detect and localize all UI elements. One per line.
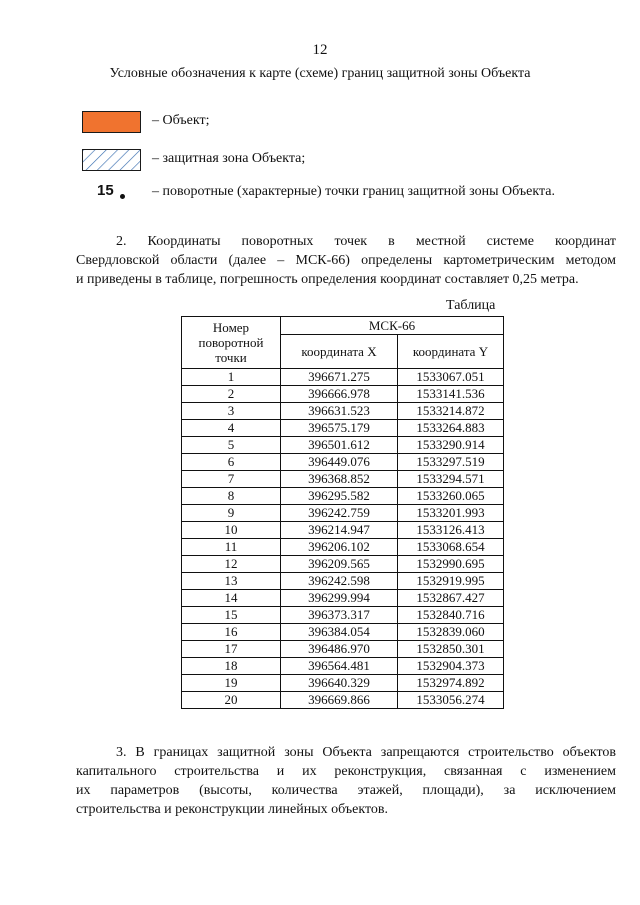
- header-y: координата Y: [398, 335, 504, 369]
- paragraph-3-line-4: строительства и реконструкции линейных объектов.: [76, 802, 389, 817]
- x-coordinate-cell: 396368.852: [281, 471, 398, 488]
- point-dot-icon: [120, 194, 125, 199]
- y-coordinate-cell: 1532990.695: [398, 556, 504, 573]
- point-number-cell: 10: [182, 522, 281, 539]
- x-coordinate-cell: 396666.978: [281, 386, 398, 403]
- y-coordinate-cell: 1532840.716: [398, 607, 504, 624]
- point-number-cell: 8: [182, 488, 281, 505]
- table-row: [182, 590, 504, 607]
- y-coordinate-cell: 1533068.654: [398, 539, 504, 556]
- table-row: [182, 607, 504, 624]
- point-number-cell: 6: [182, 454, 281, 471]
- table-row: [182, 488, 504, 505]
- x-coordinate-cell: 396384.054: [281, 624, 398, 641]
- table-row: [182, 454, 504, 471]
- x-coordinate-cell: 396209.565: [281, 556, 398, 573]
- y-coordinate-cell: 1532974.892: [398, 675, 504, 692]
- x-coordinate-cell: 396501.612: [281, 437, 398, 454]
- x-coordinate-cell: 396242.759: [281, 505, 398, 522]
- x-coordinate-cell: 396214.947: [281, 522, 398, 539]
- point-number-cell: 7: [182, 471, 281, 488]
- x-coordinate-cell: 396486.970: [281, 641, 398, 658]
- x-coordinate-cell: 396631.523: [281, 403, 398, 420]
- y-coordinate-cell: 1532919.995: [398, 573, 504, 590]
- x-coordinate-cell: 396640.329: [281, 675, 398, 692]
- x-coordinate-cell: 396671.275: [281, 369, 398, 386]
- y-coordinate-cell: 1533290.914: [398, 437, 504, 454]
- point-number-cell: 2: [182, 386, 281, 403]
- paragraph-2: [76, 232, 616, 289]
- y-coordinate-cell: 1533264.883: [398, 420, 504, 437]
- table-row: [182, 386, 504, 403]
- table-row: [182, 522, 504, 539]
- point-number-cell: 9: [182, 505, 281, 522]
- hatch-pattern-icon: [83, 150, 141, 171]
- y-coordinate-cell: 1532904.373: [398, 658, 504, 675]
- object-swatch: [82, 111, 141, 133]
- y-coordinate-cell: 1533067.051: [398, 369, 504, 386]
- table-row: [182, 403, 504, 420]
- x-coordinate-cell: 396564.481: [281, 658, 398, 675]
- paragraph-3-line-1: 3. В границах защитной зоны Объекта запрещаются строительство объектов: [116, 745, 616, 760]
- x-coordinate-cell: 396373.317: [281, 607, 398, 624]
- point-number-cell: 19: [182, 675, 281, 692]
- legend-points-label: – поворотные (характерные) точки границ защитной зоны Объекта.: [152, 184, 555, 199]
- point-number-cell: 15: [182, 607, 281, 624]
- table-row: [182, 556, 504, 573]
- y-coordinate-cell: 1533126.413: [398, 522, 504, 539]
- y-coordinate-cell: 1532867.427: [398, 590, 504, 607]
- y-coordinate-cell: 1533214.872: [398, 403, 504, 420]
- y-coordinate-cell: 1533297.519: [398, 454, 504, 471]
- y-coordinate-cell: 1533141.536: [398, 386, 504, 403]
- x-coordinate-cell: 396575.179: [281, 420, 398, 437]
- table-row: [182, 658, 504, 675]
- point-number-cell: 17: [182, 641, 281, 658]
- y-coordinate-cell: 1533260.065: [398, 488, 504, 505]
- point-number-cell: 16: [182, 624, 281, 641]
- table-caption: Таблица: [446, 298, 496, 313]
- header-x: координата X: [281, 335, 398, 369]
- point-number-cell: 1: [182, 369, 281, 386]
- table-row: [182, 437, 504, 454]
- point-number-cell: 4: [182, 420, 281, 437]
- paragraph-3: [76, 743, 616, 819]
- table-row: [182, 471, 504, 488]
- paragraph-3-line-3: их параметров (высоты, количества этажей, площади), за исключением: [76, 783, 616, 798]
- table-row: [182, 675, 504, 692]
- table-row: [182, 369, 504, 386]
- y-coordinate-cell: 1532850.301: [398, 641, 504, 658]
- point-number-cell: 5: [182, 437, 281, 454]
- legend-heading: Условные обозначения к карте (схеме) границ защитной зоны Объекта: [109, 66, 531, 81]
- y-coordinate-cell: 1533056.274: [398, 692, 504, 709]
- paragraph-3-line-2: капитального строительства и их реконструкция, связанная с изменением: [76, 764, 616, 779]
- legend-object-label: – Объект;: [152, 113, 210, 128]
- x-coordinate-cell: 396206.102: [281, 539, 398, 556]
- paragraph-2-line-3: и приведены в таблице, погрешность определения координат составляет 0,25 метра.: [76, 272, 579, 287]
- y-coordinate-cell: 1533201.993: [398, 505, 504, 522]
- table-row: [182, 573, 504, 590]
- table-row: [182, 420, 504, 437]
- coordinates-table: [181, 316, 504, 709]
- point-number-cell: 3: [182, 403, 281, 420]
- point-number-cell: 12: [182, 556, 281, 573]
- x-coordinate-cell: 396299.994: [281, 590, 398, 607]
- page-number: 12: [312, 42, 328, 58]
- table-row: [182, 641, 504, 658]
- legend-zone-label: – защитная зона Объекта;: [152, 151, 306, 166]
- y-coordinate-cell: 1532839.060: [398, 624, 504, 641]
- table-row: [182, 692, 504, 709]
- x-coordinate-cell: 396449.076: [281, 454, 398, 471]
- point-number-cell: 13: [182, 573, 281, 590]
- point-number-cell: 11: [182, 539, 281, 556]
- point-number-sample: 15: [97, 182, 114, 199]
- header-coordinate-system: МСК-66: [281, 317, 504, 335]
- point-number-cell: 20: [182, 692, 281, 709]
- table-row: [182, 505, 504, 522]
- x-coordinate-cell: 396669.866: [281, 692, 398, 709]
- zone-hatch-swatch: [82, 149, 141, 171]
- x-coordinate-cell: 396242.598: [281, 573, 398, 590]
- x-coordinate-cell: 396295.582: [281, 488, 398, 505]
- table-row: [182, 539, 504, 556]
- point-number-cell: 14: [182, 590, 281, 607]
- paragraph-2-line-1: 2. Координаты поворотных точек в местной системе координат: [116, 234, 616, 249]
- table-row: [182, 624, 504, 641]
- paragraph-2-line-2: Свердловской области (далее – МСК-66) определены картометрическим методом: [76, 253, 616, 268]
- point-number-cell: 18: [182, 658, 281, 675]
- y-coordinate-cell: 1533294.571: [398, 471, 504, 488]
- header-point-number: Номер поворотной точки: [182, 317, 281, 369]
